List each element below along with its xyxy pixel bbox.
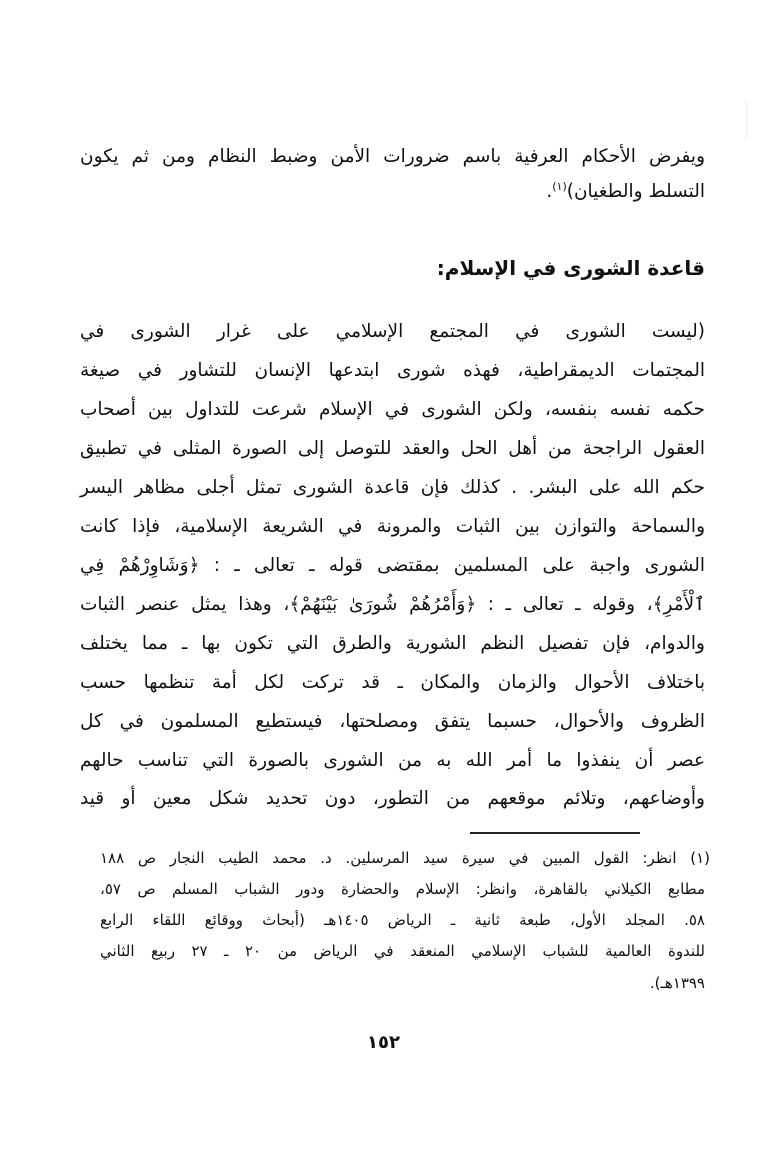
body-line: ٱلْأَمْرِ﴾، وقوله ـ تعالى ـ : ﴿وَأَمْرُهُمْ شُورَىٰ بَيْنَهُمْ﴾، وهذا يمثل عنصر الثبات — [80, 594, 705, 615]
body-line: (ليست الشورى في المجتمع الإسلامي على غرار الشورى في — [80, 321, 705, 342]
body-line: حكمه نفسه بنفسه، ولكن الشورى في الإسلام شرعت للتداول بين أصحاب — [80, 399, 705, 420]
footnote-separator — [470, 832, 640, 834]
body-line: باختلاف الأحوال والزمان والمكان ـ قد تركت لكل أمة تنظمها حسب — [80, 672, 705, 693]
section-heading: قاعدة الشورى في الإسلام: — [436, 256, 705, 280]
page-number: ١٥٢ — [367, 1032, 400, 1053]
intro-text: التسلط والطغيان) — [566, 181, 705, 203]
body-line: وأوضاعهم، وتلائم موقعهم من التطور، دون تحديد شكل معين أو قيد — [80, 788, 705, 809]
footnote-line: ٥٨. المجلد الأول، طبعة ثانية ـ الرياض ١٤٠٥هـ (أبحاث ووقائع اللقاء الرابع — [100, 911, 705, 929]
footnote-line: مطابع الكيلاني بالقاهرة، وانظر: الإسلام والحضارة ودور الشباب المسلم ص ٥٧، — [100, 880, 705, 898]
body-line: حكم الله على البشر. . كذلك فإن قاعدة الشورى تمثل أجلى مظاهر اليسر — [80, 477, 705, 498]
footnote-line: (١) انظر: القول المبين في سيرة سيد المرسلين. د. محمد الطيب النجار ص ١٨٨ — [100, 849, 710, 867]
body-line: والدوام، فإن تفصيل النظم الشورية والطرق التي تكون بها ـ مما يختلف — [80, 633, 705, 654]
page-edge — [746, 100, 747, 140]
intro-line: ويفرض الأحكام العرفية باسم ضرورات الأمن وضبط النظام ومن ثم يكون — [80, 146, 705, 167]
body-line: العقول الراجحة من أهل الحل والعقد للتوصل إلى الصورة المثلى في تطبيق — [80, 438, 705, 459]
body-line: المجتمات الديمقراطية، فهذه شورى ابتدعها الإنسان للتشاور في صيغة — [80, 360, 705, 381]
intro-line-last — [80, 174, 705, 205]
footnote-ref: (١) — [552, 180, 567, 193]
footnote-line: ١٣٩٩هـ). — [649, 974, 705, 992]
body-line: عصر أن ينفذوا ما أمر الله به من الشورى بالصورة التي تناسب حالهم — [80, 750, 705, 771]
intro-end: . — [546, 181, 553, 203]
body-line: الشورى واجبة على المسلمين بمقتضى قوله ـ تعالى ـ : ﴿وَشَاوِرْهُمْ فِي — [80, 555, 705, 576]
body-line: والسماحة والتوازن بين الثبات والمرونة في الشريعة الإسلامية، فإذا كانت — [80, 516, 705, 537]
body-line: الظروف والأحوال، حسبما يتفق ومصلحتها، فيستطيع المسلمون في كل — [80, 711, 705, 732]
footnote-line: للندوة العالمية للشباب الإسلامي المنعقد في الرياض من ٢٠ ـ ٢٧ ربيع الثاني — [100, 942, 705, 960]
